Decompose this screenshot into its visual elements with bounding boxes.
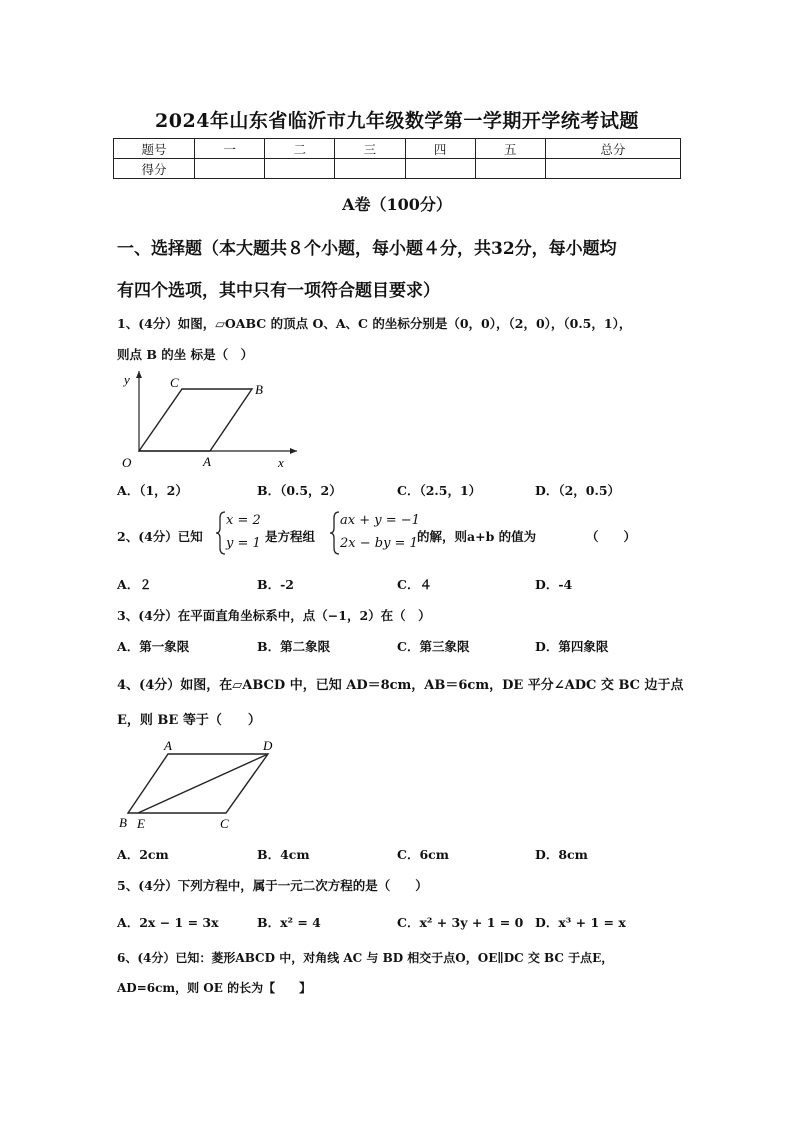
table-cell: 二 [265,139,335,159]
q2-sys2-line2: 2x − by = 1 [340,536,418,551]
label-o: O [122,455,132,470]
q1-option-c[interactable]: C．（2.5，1） [397,483,482,498]
page-title: 2024年山东省临沂市九年级数学第一学期开学统考试题 [155,110,639,132]
score-cell[interactable] [405,159,475,179]
score-cell[interactable] [265,159,335,179]
q3-option-c[interactable]: C．第三象限 [397,639,470,654]
q2-option-b[interactable]: B．-2 [257,577,294,592]
table-cell: 三 [335,139,405,159]
score-cell[interactable] [475,159,545,179]
q4-stem-line1: 4、(4分）如图，在▱ABCD 中，已知 AD＝8cm，AB＝6cm，DE 平分∠ADC 交 BC 边于点 [117,678,684,693]
label-x: x [278,455,284,470]
q4-option-b[interactable]: B．4cm [257,847,310,862]
q3-option-a[interactable]: A．第一象限 [117,639,190,654]
q5-stem: 5、(4分）下列方程中，属于一元二次方程的是（ ） [117,878,428,893]
q2-mid: 是方程组 [265,529,316,544]
q1-figure [115,368,300,474]
q3-stem: 3、(4分）在平面直角坐标系中，点（−1，2）在（ ） [117,608,431,623]
table-cell: 四 [405,139,475,159]
q4-figure [115,738,285,834]
q4-option-c[interactable]: C．6cm [397,847,449,862]
label-b: B [255,382,263,397]
label-c: C [220,816,229,831]
q4-stem-line2: E，则 BE 等于（ ） [117,713,261,728]
table-row [114,139,681,159]
label-e: E [137,816,145,831]
q5-option-d[interactable]: D．x³ + 1 = x [535,915,626,930]
q2-sys2-line1: ax + y = −1 [340,513,420,528]
table-row [114,159,681,179]
q1-option-b[interactable]: B．（0.5，2） [257,483,342,498]
label-a: A [203,454,211,469]
q6-stem-line1: 6、(4分）已知：菱形ABCD 中，对角线 AC 与 BD 相交于点O，OE∥DC 交 BC 于点E， [117,951,614,965]
q2-option-d[interactable]: D．-4 [535,577,573,592]
q6-stem-line2: AD=6cm，则 OE 的长为【 】 [117,981,312,995]
score-cell[interactable] [335,159,405,179]
table-cell: 五 [475,139,545,159]
q5-option-b[interactable]: B．x² = 4 [257,915,321,930]
label-d: D [263,738,273,753]
part1-heading-line2: 有四个选项，其中只有一项符合题目要求） [117,281,440,301]
score-cell[interactable] [545,159,680,179]
q2-sys1-line2: y = 1 [226,536,261,551]
label-b: B [119,815,127,830]
q5-option-c[interactable]: C．x² + 3y + 1 = 0 [397,915,524,930]
q1-stem-line2: 则点 B 的坐 标是（ ） [117,347,254,362]
part1-heading-line1: 一、选择题（本大题共８个小题，每小题４分，共32分，每小题均 [117,239,617,259]
q2-option-a[interactable]: A．２ [117,577,152,592]
q1-option-a[interactable]: A．（1，2） [117,483,188,498]
segment-de [138,754,268,813]
y-axis-arrow [136,371,142,378]
q3-option-b[interactable]: B．第二象限 [257,639,331,654]
x-axis-arrow [290,448,297,454]
q2-suffix: 的解，则a+b 的值为 [417,529,537,544]
section-a-title: A卷（100分） [342,195,452,214]
q4-option-a[interactable]: A．2cm [117,847,169,862]
table-cell: 一 [195,139,265,159]
q4-option-d[interactable]: D．8cm [535,847,588,862]
q2-option-c[interactable]: C．４ [397,577,432,592]
table-cell: 得分 [114,159,195,179]
label-a: A [164,738,172,753]
q5-option-a[interactable]: A．2x − 1 = 3x [117,915,219,930]
parallelogram-oabc [139,389,252,451]
q2-prefix: 2、(4分）已知 [117,529,203,544]
table-cell: 题号 [114,139,195,159]
label-c: C [170,375,179,390]
q2-answer-paren: （ ） [586,529,637,544]
table-cell: 总分 [545,139,680,159]
score-table [113,138,681,179]
label-y: y [124,372,130,387]
q1-option-d[interactable]: D．（2，0.5） [535,483,621,498]
q1-stem-line1: 1、(4分）如图，▱OABC 的顶点 O、A、C 的坐标分别是（0，0），（2，0），（0.5，1）， [117,316,632,331]
q3-option-d[interactable]: D．第四象限 [535,639,609,654]
q2-sys1-line1: x = 2 [226,513,261,528]
score-cell[interactable] [195,159,265,179]
